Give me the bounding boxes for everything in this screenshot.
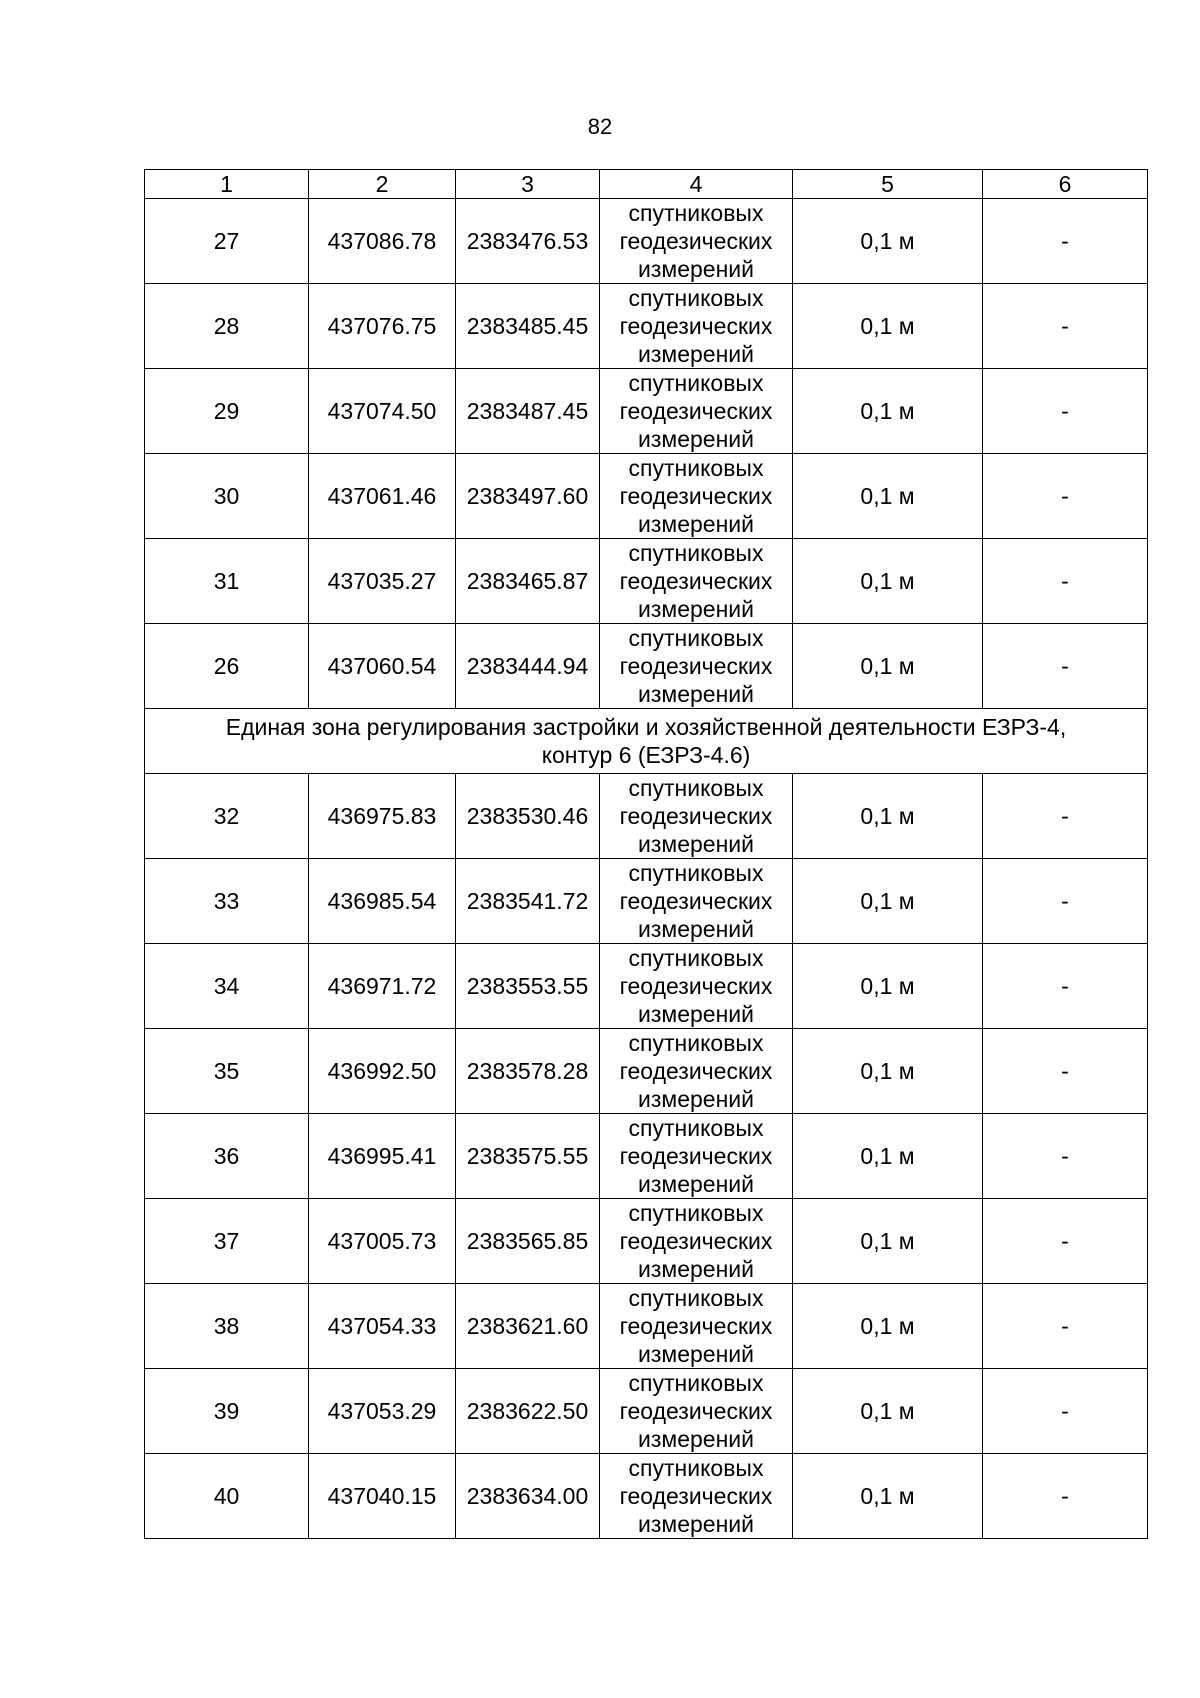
method-line: измерений	[638, 1086, 754, 1112]
y-coordinate-cell: 2383465.87	[456, 539, 600, 624]
y-coordinate-cell: 2383575.55	[456, 1114, 600, 1199]
method-line: геодезических	[619, 1398, 773, 1424]
note-cell: -	[983, 454, 1148, 539]
method-line: спутниковых	[628, 200, 764, 226]
table-row	[145, 369, 1148, 454]
y-coordinate-cell: 2383444.94	[456, 624, 600, 709]
y-coordinate-cell: 2383578.28	[456, 1029, 600, 1114]
method-line: геодезических	[619, 803, 773, 829]
accuracy-cell: 0,1 м	[793, 369, 983, 454]
table-row	[145, 944, 1148, 1029]
method-line: измерений	[638, 1256, 754, 1282]
note-cell: -	[983, 944, 1148, 1029]
method-line: измерений	[638, 341, 754, 367]
x-coordinate-cell: 436975.83	[309, 774, 456, 859]
method-cell	[600, 944, 793, 1029]
x-coordinate-cell: 437060.54	[309, 624, 456, 709]
note-cell: -	[983, 859, 1148, 944]
x-coordinate-cell: 436992.50	[309, 1029, 456, 1114]
point-number-cell: 32	[145, 774, 309, 859]
column-number-cell: 5	[793, 170, 983, 199]
note-cell: -	[983, 284, 1148, 369]
table-row	[145, 624, 1148, 709]
method-line: измерений	[638, 1001, 754, 1027]
y-coordinate-cell: 2383485.45	[456, 284, 600, 369]
note-cell: -	[983, 624, 1148, 709]
method-cell	[600, 1454, 793, 1539]
note-cell: -	[983, 1114, 1148, 1199]
accuracy-cell: 0,1 м	[793, 1369, 983, 1454]
y-coordinate-cell: 2383541.72	[456, 859, 600, 944]
method-cell	[600, 624, 793, 709]
point-number-cell: 30	[145, 454, 309, 539]
method-line: спутниковых	[628, 775, 764, 801]
method-line: спутниковых	[628, 370, 764, 396]
point-number-cell: 38	[145, 1284, 309, 1369]
zone-heading-line: Единая зона регулирования застройки и хозяйственной деятельности ЕЗРЗ-4,	[225, 714, 1067, 740]
method-line: геодезических	[619, 1313, 773, 1339]
table-row	[145, 539, 1148, 624]
method-line: спутниковых	[628, 1030, 764, 1056]
accuracy-cell: 0,1 м	[793, 859, 983, 944]
point-number-cell: 40	[145, 1454, 309, 1539]
point-number-cell: 27	[145, 199, 309, 284]
x-coordinate-cell: 437074.50	[309, 369, 456, 454]
point-number-cell: 33	[145, 859, 309, 944]
column-number-cell: 4	[600, 170, 793, 199]
method-line: геодезических	[619, 568, 773, 594]
note-cell: -	[983, 539, 1148, 624]
y-coordinate-cell: 2383497.60	[456, 454, 600, 539]
note-cell: -	[983, 369, 1148, 454]
method-line: спутниковых	[628, 1285, 764, 1311]
table-row	[145, 1199, 1148, 1284]
method-line: измерений	[638, 831, 754, 857]
point-number-cell: 26	[145, 624, 309, 709]
method-line: геодезических	[619, 888, 773, 914]
method-line: спутниковых	[628, 860, 764, 886]
accuracy-cell: 0,1 м	[793, 1114, 983, 1199]
method-line: спутниковых	[628, 945, 764, 971]
method-line: спутниковых	[628, 1115, 764, 1141]
y-coordinate-cell: 2383553.55	[456, 944, 600, 1029]
x-coordinate-cell: 437076.75	[309, 284, 456, 369]
method-line: геодезических	[619, 1228, 773, 1254]
method-cell	[600, 284, 793, 369]
table-row	[145, 774, 1148, 859]
point-number-cell: 34	[145, 944, 309, 1029]
method-line: измерений	[638, 596, 754, 622]
point-number-cell: 39	[145, 1369, 309, 1454]
method-line: спутниковых	[628, 1200, 764, 1226]
accuracy-cell: 0,1 м	[793, 1284, 983, 1369]
x-coordinate-cell: 437035.27	[309, 539, 456, 624]
point-number-cell: 31	[145, 539, 309, 624]
method-line: спутниковых	[628, 1370, 764, 1396]
table-row	[145, 454, 1148, 539]
method-cell	[600, 369, 793, 454]
method-line: спутниковых	[628, 540, 764, 566]
method-line: измерений	[638, 511, 754, 537]
accuracy-cell: 0,1 м	[793, 1029, 983, 1114]
note-cell: -	[983, 1199, 1148, 1284]
method-line: измерений	[638, 1341, 754, 1367]
accuracy-cell: 0,1 м	[793, 944, 983, 1029]
method-line: геодезических	[619, 1143, 773, 1169]
table-row	[145, 859, 1148, 944]
y-coordinate-cell: 2383565.85	[456, 1199, 600, 1284]
y-coordinate-cell: 2383530.46	[456, 774, 600, 859]
x-coordinate-cell: 436995.41	[309, 1114, 456, 1199]
accuracy-cell: 0,1 м	[793, 539, 983, 624]
method-line: измерений	[638, 681, 754, 707]
x-coordinate-cell: 437086.78	[309, 199, 456, 284]
zone-heading-row	[145, 709, 1148, 774]
method-line: геодезических	[619, 313, 773, 339]
x-coordinate-cell: 436985.54	[309, 859, 456, 944]
point-number-cell: 36	[145, 1114, 309, 1199]
x-coordinate-cell: 437061.46	[309, 454, 456, 539]
method-line: спутниковых	[628, 455, 764, 481]
x-coordinate-cell: 437054.33	[309, 1284, 456, 1369]
method-line: геодезических	[619, 1483, 773, 1509]
method-cell	[600, 1369, 793, 1454]
method-line: геодезических	[619, 483, 773, 509]
point-number-cell: 35	[145, 1029, 309, 1114]
zone-heading-line: контур 6 (ЕЗРЗ-4.6)	[541, 742, 751, 768]
method-line: измерений	[638, 256, 754, 282]
table-row	[145, 1029, 1148, 1114]
x-coordinate-cell: 437053.29	[309, 1369, 456, 1454]
accuracy-cell: 0,1 м	[793, 284, 983, 369]
table-row	[145, 1369, 1148, 1454]
note-cell: -	[983, 1284, 1148, 1369]
table-body	[145, 170, 1148, 1539]
method-cell	[600, 1199, 793, 1284]
y-coordinate-cell: 2383634.00	[456, 1454, 600, 1539]
method-cell	[600, 454, 793, 539]
method-line: геодезических	[619, 228, 773, 254]
zone-heading	[145, 709, 1148, 774]
accuracy-cell: 0,1 м	[793, 1454, 983, 1539]
method-line: измерений	[638, 1171, 754, 1197]
table-row	[145, 1114, 1148, 1199]
method-line: измерений	[638, 426, 754, 452]
method-line: геодезических	[619, 1058, 773, 1084]
method-cell	[600, 199, 793, 284]
coordinates-table	[144, 169, 1148, 1539]
y-coordinate-cell: 2383476.53	[456, 199, 600, 284]
note-cell: -	[983, 1369, 1148, 1454]
method-cell	[600, 1284, 793, 1369]
note-cell: -	[983, 1454, 1148, 1539]
x-coordinate-cell: 437040.15	[309, 1454, 456, 1539]
method-line: измерений	[638, 1426, 754, 1452]
point-number-cell: 29	[145, 369, 309, 454]
note-cell: -	[983, 199, 1148, 284]
column-number-cell: 1	[145, 170, 309, 199]
point-number-cell: 37	[145, 1199, 309, 1284]
accuracy-cell: 0,1 м	[793, 1199, 983, 1284]
method-line: спутниковых	[628, 1455, 764, 1481]
note-cell: -	[983, 774, 1148, 859]
accuracy-cell: 0,1 м	[793, 624, 983, 709]
table-row	[145, 1284, 1148, 1369]
note-cell: -	[983, 1029, 1148, 1114]
method-cell	[600, 1029, 793, 1114]
column-number-cell: 3	[456, 170, 600, 199]
column-number-cell: 2	[309, 170, 456, 199]
column-number-row	[145, 170, 1148, 199]
y-coordinate-cell: 2383622.50	[456, 1369, 600, 1454]
method-line: измерений	[638, 1511, 754, 1537]
table-row	[145, 1454, 1148, 1539]
method-line: измерений	[638, 916, 754, 942]
method-line: геодезических	[619, 398, 773, 424]
method-line: спутниковых	[628, 625, 764, 651]
page-number: 82	[587, 114, 613, 139]
table-row	[145, 199, 1148, 284]
method-line: спутниковых	[628, 285, 764, 311]
method-line: геодезических	[619, 653, 773, 679]
x-coordinate-cell: 437005.73	[309, 1199, 456, 1284]
x-coordinate-cell: 436971.72	[309, 944, 456, 1029]
point-number-cell: 28	[145, 284, 309, 369]
accuracy-cell: 0,1 м	[793, 774, 983, 859]
method-cell	[600, 774, 793, 859]
column-number-cell: 6	[983, 170, 1148, 199]
table-row	[145, 284, 1148, 369]
method-cell	[600, 539, 793, 624]
accuracy-cell: 0,1 м	[793, 454, 983, 539]
method-cell	[600, 859, 793, 944]
method-line: геодезических	[619, 973, 773, 999]
y-coordinate-cell: 2383487.45	[456, 369, 600, 454]
y-coordinate-cell: 2383621.60	[456, 1284, 600, 1369]
accuracy-cell: 0,1 м	[793, 199, 983, 284]
method-cell	[600, 1114, 793, 1199]
